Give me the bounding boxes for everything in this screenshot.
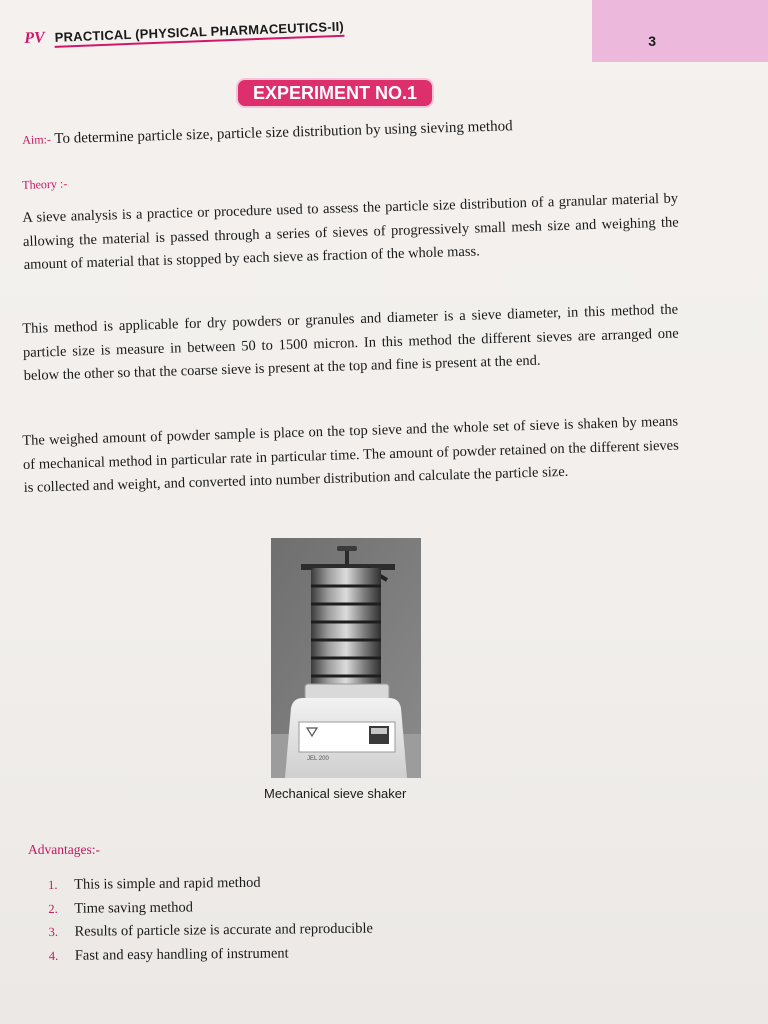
theory-label: Theory :-	[22, 176, 68, 192]
item-number: 3.	[48, 924, 59, 939]
list-item	[48, 921, 373, 948]
aim-text: To determine particle size, particle size distribution by using sieving method	[54, 118, 513, 148]
device-label: JEL 200	[307, 756, 329, 762]
sieve-shaker-photo	[271, 538, 421, 778]
item-text: Fast and easy handling of instrument	[74, 944, 289, 964]
theory-paragraph-3: The weighed amount of powder sample is place on the top sieve and the whole set of sieve is shaken by means of mechanical method in particular rate in particular time. The amount of powder retained on the different sieves is collected and weight, and converted into number distribution and calculate the particle size.	[22, 413, 679, 496]
publisher-logo: PV	[24, 29, 46, 47]
figure-caption: Mechanical sieve shaker	[264, 786, 407, 801]
list-item	[49, 944, 374, 971]
item-number: 2.	[48, 901, 58, 916]
theory-paragraph-1: A sieve analysis is a practice or procedure used to assess the particle size distribution of a granular material by allowing the material is passed through a series of sieves of progressively small mesh size and weighing the amount of material that is stopped by each sieve as fraction of the whole mass.	[22, 190, 679, 273]
item-number: 4.	[48, 948, 59, 963]
item-text: Results of particle size is accurate and reproducible	[74, 920, 373, 940]
aim-label: Aim:-	[22, 132, 52, 147]
item-text: This is simple and rapid method	[73, 874, 261, 893]
list-item	[48, 874, 373, 901]
page-number: 3	[648, 33, 656, 49]
page-corner-tab	[592, 0, 768, 62]
theory-paragraph-2: This method is applicable for dry powders or granules and diameter is a sieve diameter, in this method the particle size is measure in between 50 to 1500 micron. In this method the different sieves are arranged one below the other so that the coarse sieve is present at the top and fine is present at the end.	[22, 301, 679, 384]
page-header	[24, 18, 344, 49]
item-number: 1.	[48, 877, 58, 892]
advantages-list	[48, 874, 373, 971]
advantages-heading: Advantages:-	[28, 842, 100, 857]
item-text: Time saving method	[74, 898, 194, 917]
header-title: PRACTICAL (PHYSICAL PHARMACEUTICS-II)	[54, 19, 344, 48]
experiment-title-badge: EXPERIMENT NO.1	[236, 78, 434, 108]
aim-line	[22, 115, 622, 149]
list-item	[48, 897, 373, 924]
